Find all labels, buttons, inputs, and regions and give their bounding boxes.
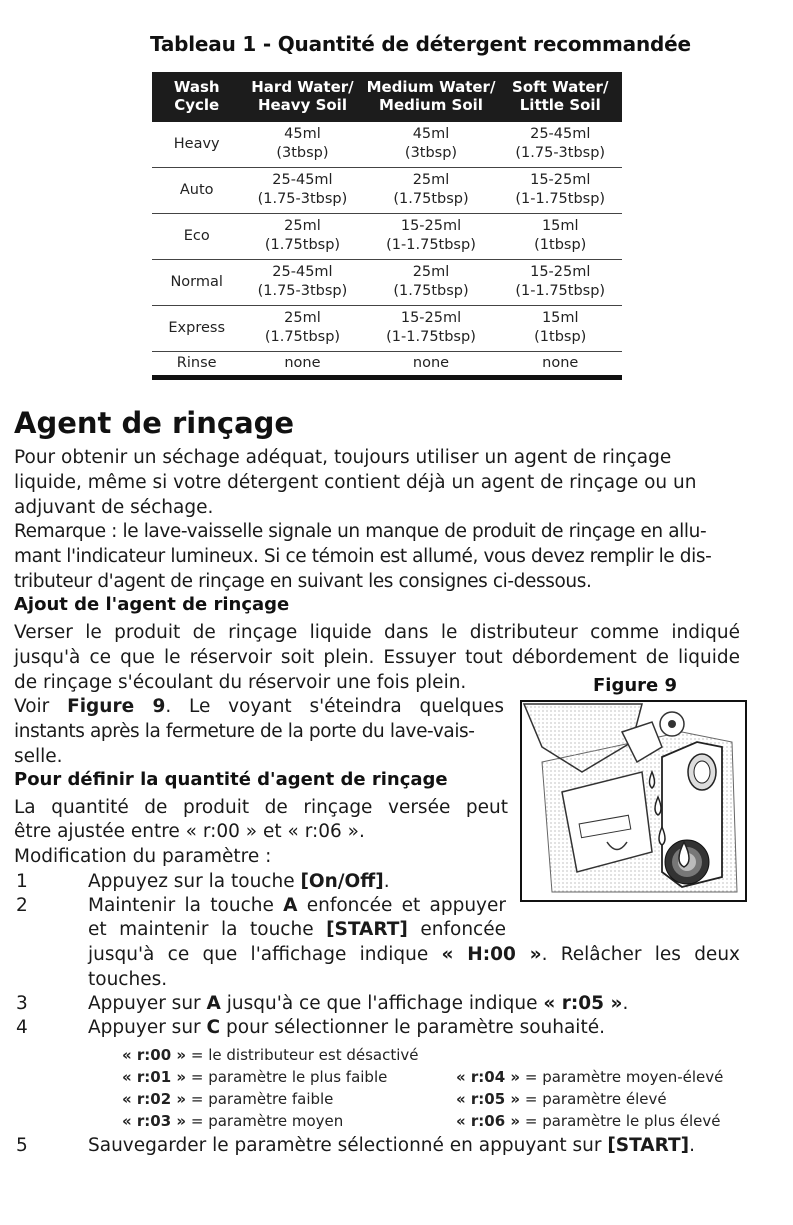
step-text: Appuyer sur C pour sélectionner le paramètre souhaité. xyxy=(88,1017,605,1038)
hard-cell: none xyxy=(241,352,363,378)
setting-title: Pour définir la quantité d'agent de rinçage xyxy=(14,769,448,790)
header-wash-cycle: Wash Cycle xyxy=(152,72,241,122)
header-medium-water: Medium Water/ Medium Soil xyxy=(364,72,499,122)
soft-cell: 25-45ml (1.75-3tbsp) xyxy=(498,122,622,168)
hard-cell: 25-45ml (1.75-3tbsp) xyxy=(241,168,363,214)
step-text: Maintenir la touche A enfoncée et appuyer xyxy=(88,895,506,916)
adding-figure-ref-line: Voir Figure 9. Le voyant s'éteindra quelques xyxy=(14,696,504,717)
option-r04: « r:04 » = paramètre moyen-élevé xyxy=(456,1068,724,1086)
cycle-cell: Heavy xyxy=(152,122,241,168)
adding-line: selle. xyxy=(14,746,63,767)
medium-cell: 15-25ml (1-1.75tbsp) xyxy=(364,306,499,352)
table-row xyxy=(152,352,622,378)
soft-cell: 15ml (1tbsp) xyxy=(498,306,622,352)
hard-cell: 45ml (3tbsp) xyxy=(241,122,363,168)
setting-line: être ajustée entre « r:00 » et « r:06 ». xyxy=(14,821,365,842)
soft-cell: 15-25ml (1-1.75tbsp) xyxy=(498,260,622,306)
remark-line: mant l'indicateur lumineux. Si ce témoin est allumé, vous devez remplir le dis- xyxy=(14,546,712,567)
step-text: et maintenir la touche [START] enfoncée xyxy=(88,919,506,940)
adding-line: de rinçage s'écoulant du réservoir une fois plein. xyxy=(14,672,467,693)
medium-cell: 45ml (3tbsp) xyxy=(364,122,499,168)
soft-cell: 15ml (1tbsp) xyxy=(498,214,622,260)
step-number: 4 xyxy=(16,1017,28,1038)
cycle-cell: Auto xyxy=(152,168,241,214)
cycle-cell: Rinse xyxy=(152,352,241,378)
figure-title: Figure 9 xyxy=(593,675,678,696)
option-r00: « r:00 » = le distributeur est désactivé xyxy=(122,1046,419,1064)
option-r03: « r:03 » = paramètre moyen xyxy=(122,1112,344,1130)
table-row xyxy=(152,214,622,260)
table-row xyxy=(152,306,622,352)
cycle-cell: Eco xyxy=(152,214,241,260)
hard-cell: 25-45ml (1.75-3tbsp) xyxy=(241,260,363,306)
medium-cell: 25ml (1.75tbsp) xyxy=(364,168,499,214)
step-number: 2 xyxy=(16,895,28,916)
intro-line: liquide, même si votre détergent contient déjà un agent de rinçage ou un xyxy=(14,472,697,493)
table-row xyxy=(152,260,622,306)
step-text: touches. xyxy=(88,969,168,990)
table-title: Tableau 1 - Quantité de détergent recommandée xyxy=(150,32,691,56)
step-text: Sauvegarder le paramètre sélectionné en appuyant sur [START]. xyxy=(88,1135,695,1156)
rinse-aid-dispenser-icon xyxy=(522,702,745,900)
table-row xyxy=(152,168,622,214)
adding-line: jusqu'à ce que le réservoir soit plein. Essuyer tout débordement de liquide xyxy=(14,647,740,668)
option-r01: « r:01 » = paramètre le plus faible xyxy=(122,1068,388,1086)
section-title: Agent de rinçage xyxy=(14,406,295,440)
adding-line: Verser le produit de rinçage liquide dans le distributeur comme indiqué xyxy=(14,622,740,643)
detergent-table xyxy=(152,72,622,380)
figure-reference: Figure 9 xyxy=(67,696,166,717)
adding-line: instants après la fermeture de la porte du lave-vais- xyxy=(14,721,475,742)
cycle-cell: Express xyxy=(152,306,241,352)
remark-line: Remarque : le lave-vaisselle signale un manque de produit de rinçage en allu- xyxy=(14,521,707,542)
soft-cell: none xyxy=(498,352,622,378)
medium-cell: 15-25ml (1-1.75tbsp) xyxy=(364,214,499,260)
medium-cell: 25ml (1.75tbsp) xyxy=(364,260,499,306)
table-header-row xyxy=(152,72,622,122)
step-number: 5 xyxy=(16,1135,28,1156)
option-r02: « r:02 » = paramètre faible xyxy=(122,1090,334,1108)
intro-line: Pour obtenir un séchage adéquat, toujours utiliser un agent de rinçage xyxy=(14,447,672,468)
step-number: 1 xyxy=(16,871,28,892)
setting-line: Modification du paramètre : xyxy=(14,846,272,867)
step-text: jusqu'à ce que l'affichage indique « H:00 ». Relâcher les deux xyxy=(88,944,740,965)
soft-cell: 15-25ml (1-1.75tbsp) xyxy=(498,168,622,214)
header-soft-water: Soft Water/ Little Soil xyxy=(498,72,622,122)
adding-title: Ajout de l'agent de rinçage xyxy=(14,594,290,615)
step-number: 3 xyxy=(16,993,28,1014)
remark-line: tributeur d'agent de rinçage en suivant les consignes ci-dessous. xyxy=(14,571,592,592)
table-row xyxy=(152,122,622,168)
option-r05: « r:05 » = paramètre élevé xyxy=(456,1090,667,1108)
step-text: Appuyer sur A jusqu'à ce que l'affichage indique « r:05 ». xyxy=(88,993,629,1014)
hard-cell: 25ml (1.75tbsp) xyxy=(241,214,363,260)
setting-line: La quantité de produit de rinçage versée peut xyxy=(14,797,508,818)
medium-cell: none xyxy=(364,352,499,378)
step-text: Appuyez sur la touche [On/Off]. xyxy=(88,871,390,892)
intro-line: adjuvant de séchage. xyxy=(14,497,214,518)
hard-cell: 25ml (1.75tbsp) xyxy=(241,306,363,352)
option-r06: « r:06 » = paramètre le plus élevé xyxy=(456,1112,721,1130)
cycle-cell: Normal xyxy=(152,260,241,306)
header-hard-water: Hard Water/ Heavy Soil xyxy=(241,72,363,122)
rinse-aid-dispenser-illustration xyxy=(520,700,747,902)
